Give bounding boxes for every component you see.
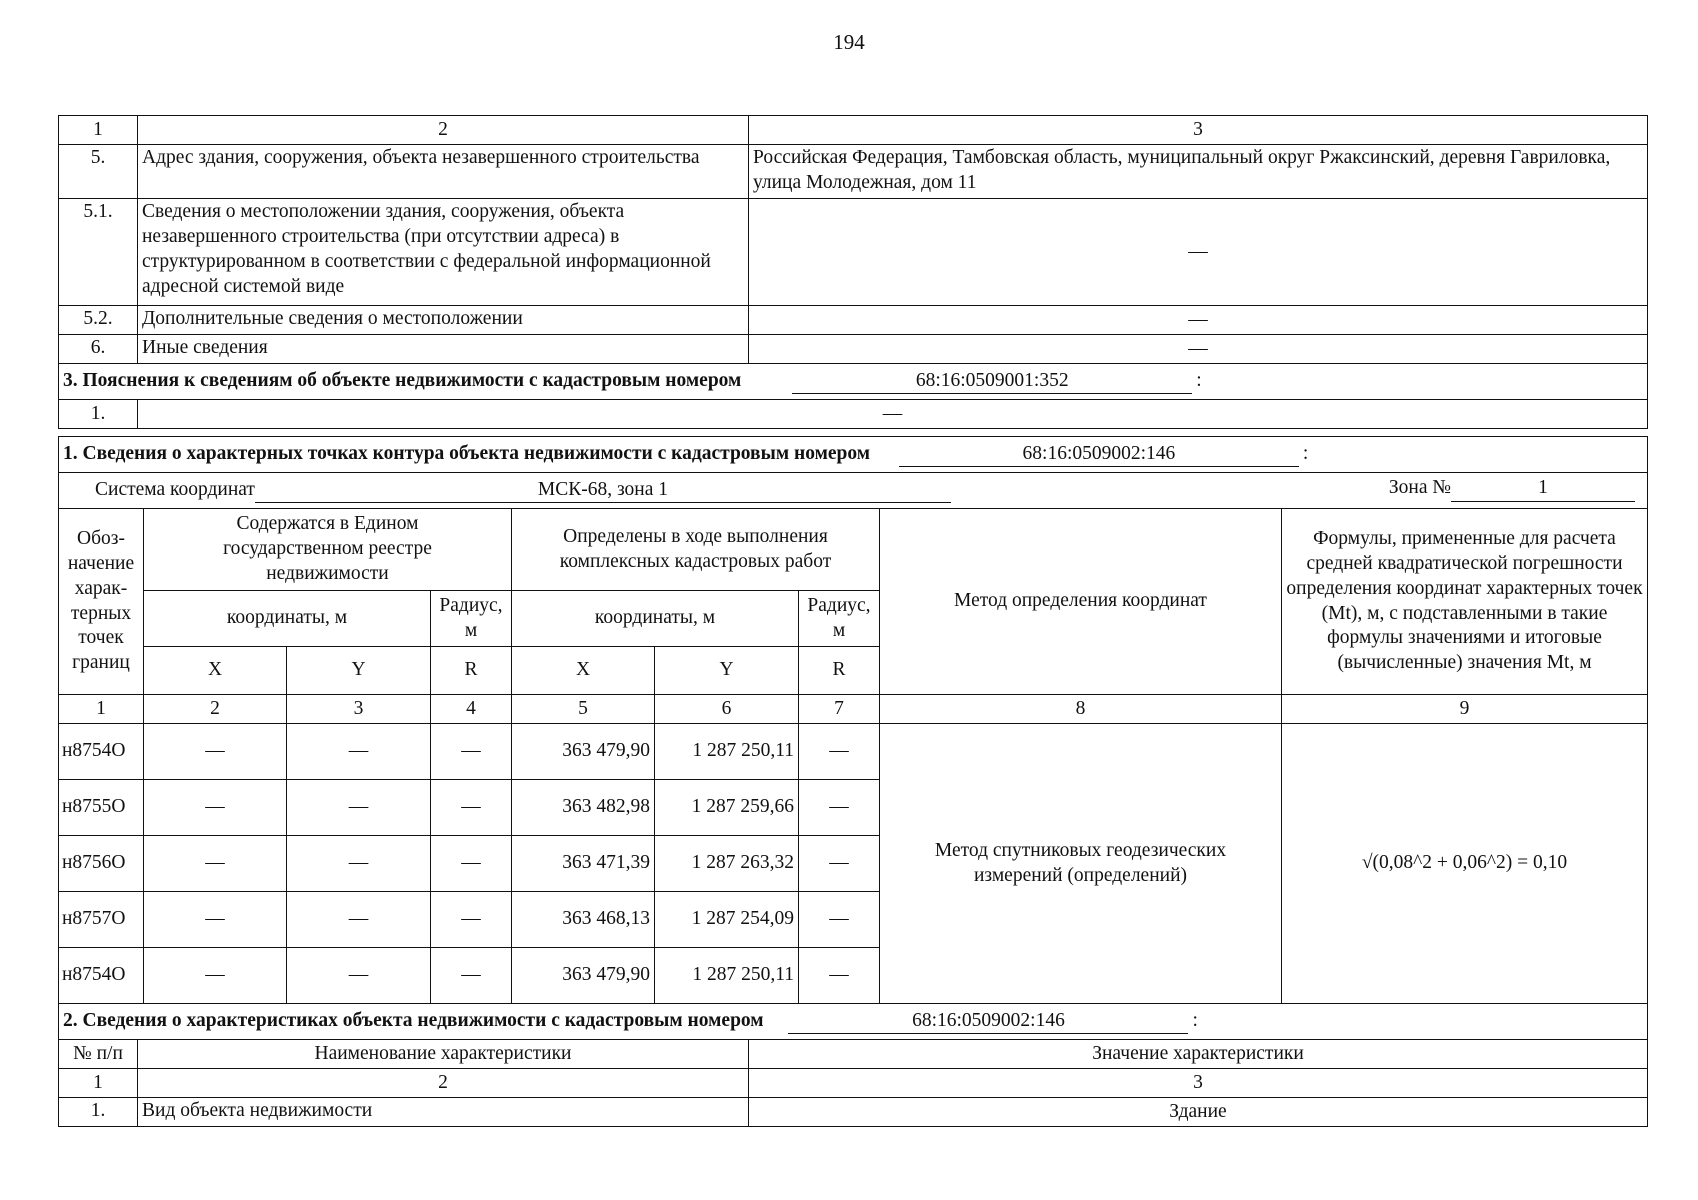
y-header: Y: [655, 647, 799, 695]
num-header: № п/п: [59, 1040, 138, 1069]
column-number: 4: [431, 695, 512, 724]
section-title: 3. Пояснения к сведениям об объекте недвижимости с кадастровым номером: [63, 369, 742, 391]
formula-value: √(0,08^2 + 0,06^2) = 0,10: [1282, 724, 1648, 1004]
section-heading: [59, 1004, 1648, 1040]
column-number: 3: [749, 116, 1648, 145]
zone-value: 1: [1451, 476, 1635, 502]
row-number: 6.: [59, 335, 138, 364]
section-heading: [59, 364, 1648, 400]
object-info-table: [58, 115, 1648, 429]
method-value: Метод спутниковых геодезических измерений (определений): [880, 724, 1282, 1004]
coordinate-system-row: [59, 473, 1648, 509]
radius-header: Радиус, м: [799, 591, 880, 647]
section-title: 2. Сведения о характеристиках объекта недвижимости с кадастровым номером: [63, 1009, 764, 1031]
column-number: 3: [749, 1069, 1648, 1098]
column-number: 6: [655, 695, 799, 724]
row-name: Сведения о местоположении здания, сооружения, объекта незавершенного строительства (при отсутствии адреса) в структурированном в соответствии с федеральной информационной адресной системой виде: [138, 199, 749, 306]
egrn-x: —: [144, 836, 287, 892]
row-value: —: [138, 400, 1648, 429]
value-header: Значение характеристики: [749, 1040, 1648, 1069]
kkr-r: —: [799, 892, 880, 948]
row-name: Дополнительные сведения о местоположении: [138, 306, 749, 335]
point-name: н8754О: [59, 948, 144, 1004]
table-row: [59, 199, 1648, 306]
table-row: [59, 1098, 1648, 1127]
table-row: [59, 306, 1648, 335]
egrn-y: —: [287, 948, 431, 1004]
r-header: R: [431, 647, 512, 695]
header-row: [59, 1040, 1648, 1069]
kkr-y: 1 287 250,11: [655, 948, 799, 1004]
column-number: 1: [59, 1069, 138, 1098]
kkr-r: —: [799, 948, 880, 1004]
row-value: Российская Федерация, Тамбовская область, муниципальный округ Ржаксинский, деревня Гавриловка, улица Молодежная, дом 11: [749, 145, 1648, 199]
table-row: [59, 400, 1648, 429]
egrn-r: —: [431, 836, 512, 892]
radius-header: Радиус, м: [431, 591, 512, 647]
row-name: Адрес здания, сооружения, объекта незавершенного строительства: [138, 145, 749, 199]
egrn-y: —: [287, 724, 431, 780]
column-number: 1: [59, 695, 144, 724]
colon: :: [1192, 1009, 1198, 1031]
kkr-x: 363 479,90: [512, 724, 655, 780]
egrn-r: —: [431, 724, 512, 780]
column-number: 9: [1282, 695, 1648, 724]
column-number: 2: [144, 695, 287, 724]
column-number: 2: [138, 1069, 749, 1098]
egrn-x: —: [144, 780, 287, 836]
kkr-y: 1 287 254,09: [655, 892, 799, 948]
header-row: [59, 509, 1648, 591]
egrn-y: —: [287, 892, 431, 948]
x-header: X: [144, 647, 287, 695]
column-number: 8: [880, 695, 1282, 724]
row-name: Вид объекта недвижимости: [138, 1098, 749, 1127]
row-name: Иные сведения: [138, 335, 749, 364]
row-value: —: [749, 306, 1648, 335]
egrn-y: —: [287, 836, 431, 892]
formula-header: Формулы, примененные для расчета средней квадратической погрешности определения координат характерных точек (Mt), м, с подставленными в такие формулы значениями и итоговые (вычисленные) значения Mt, м: [1282, 509, 1648, 695]
row-number: 5.1.: [59, 199, 138, 306]
egrn-r: —: [431, 892, 512, 948]
table-row: [59, 724, 1648, 780]
point-name: н8754О: [59, 724, 144, 780]
egrn-x: —: [144, 724, 287, 780]
table-row: [59, 145, 1648, 199]
column-number: 5: [512, 695, 655, 724]
column-numbers-row: [59, 1069, 1648, 1098]
egrn-x: —: [144, 892, 287, 948]
page-number: 194: [833, 30, 865, 54]
kkr-x: 363 471,39: [512, 836, 655, 892]
egrn-y: —: [287, 780, 431, 836]
zone-label: Зона №: [1388, 477, 1451, 498]
section-title: 1. Сведения о характерных точках контура объекта недвижимости с кадастровым номером: [63, 442, 871, 464]
colon: :: [1196, 369, 1202, 391]
row-value: —: [749, 335, 1648, 364]
colon: :: [1302, 442, 1309, 464]
y-header: Y: [287, 647, 431, 695]
kkr-r: —: [799, 724, 880, 780]
column-number: 3: [287, 695, 431, 724]
r-header: R: [799, 647, 880, 695]
coords-header: координаты, м: [144, 591, 431, 647]
kkr-r: —: [799, 780, 880, 836]
row-number: 1.: [59, 400, 138, 429]
contour-points-table: [58, 436, 1648, 1004]
characteristics-table: [58, 1003, 1648, 1127]
coords-header: координаты, м: [512, 591, 799, 647]
section-heading: [59, 437, 1648, 473]
row-number: 1.: [59, 1098, 138, 1127]
point-name: н8755О: [59, 780, 144, 836]
cadastral-number: 68:16:0509001:352: [792, 369, 1192, 395]
coordinate-system-label: Система координат: [95, 478, 255, 500]
column-numbers-row: [59, 695, 1648, 724]
kkr-x: 363 482,98: [512, 780, 655, 836]
point-name: н8756О: [59, 836, 144, 892]
name-header: Наименование характеристики: [138, 1040, 749, 1069]
row-number: 5.2.: [59, 306, 138, 335]
point-header: Обоз-начение харак-терных точек границ: [59, 509, 144, 695]
kkr-y: 1 287 259,66: [655, 780, 799, 836]
table-row: [59, 335, 1648, 364]
row-number: 5.: [59, 145, 138, 199]
kkr-x: 363 468,13: [512, 892, 655, 948]
cadastral-number: 68:16:0509002:146: [788, 1009, 1188, 1035]
egrn-header: Содержатся в Едином государственном реестре недвижимости: [144, 509, 512, 591]
kkr-r: —: [799, 836, 880, 892]
egrn-r: —: [431, 948, 512, 1004]
row-value: —: [749, 199, 1648, 306]
point-name: н8757О: [59, 892, 144, 948]
x-header: X: [512, 647, 655, 695]
egrn-r: —: [431, 780, 512, 836]
coordinate-system-value: МСК-68, зона 1: [255, 478, 951, 504]
kkr-y: 1 287 250,11: [655, 724, 799, 780]
egrn-x: —: [144, 948, 287, 1004]
method-header: Метод определения координат: [880, 509, 1282, 695]
row-value: Здание: [749, 1098, 1648, 1127]
kkr-x: 363 479,90: [512, 948, 655, 1004]
cadastral-number: 68:16:0509002:146: [899, 442, 1299, 468]
kkr-y: 1 287 263,32: [655, 836, 799, 892]
column-number: 1: [59, 116, 138, 145]
column-number: 2: [138, 116, 749, 145]
column-number: 7: [799, 695, 880, 724]
kkr-header: Определены в ходе выполнения комплексных кадастровых работ: [512, 509, 880, 591]
